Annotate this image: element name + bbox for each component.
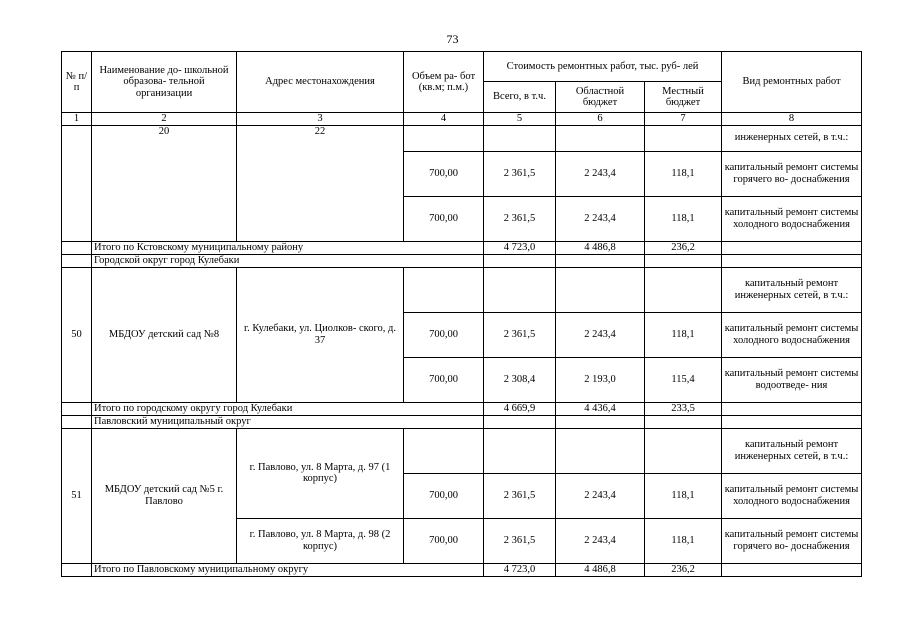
local-cell: 118,1 bbox=[645, 473, 722, 518]
total-cell: 2 361,5 bbox=[484, 196, 556, 241]
work-type-cell bbox=[722, 254, 862, 267]
org-address: г. Кулебаки, ул. Циолков- ского, д. 37 bbox=[237, 267, 404, 402]
row-num bbox=[62, 402, 92, 415]
regional-cell bbox=[556, 415, 645, 428]
regional-cell: 2 193,0 bbox=[556, 357, 645, 402]
work-type-cell: инженерных сетей, в т.ч.: bbox=[722, 125, 862, 151]
subtotal-local: 236,2 bbox=[645, 241, 722, 254]
header-total: Всего, в т.ч. bbox=[484, 82, 556, 113]
total-cell bbox=[484, 254, 556, 267]
regional-cell: 2 243,4 bbox=[556, 151, 645, 196]
repair-works-table bbox=[61, 51, 862, 577]
row-num bbox=[62, 415, 92, 428]
row-num bbox=[62, 254, 92, 267]
org-name: МБДОУ детский сад №5 г. Павлово bbox=[92, 428, 237, 563]
work-type-cell: капитальный ремонт системы холодного водоснабжения bbox=[722, 312, 862, 357]
local-cell: 118,1 bbox=[645, 151, 722, 196]
column-number: 8 bbox=[722, 113, 862, 126]
local-cell bbox=[645, 125, 722, 151]
regional-cell bbox=[556, 254, 645, 267]
local-cell bbox=[645, 415, 722, 428]
page-number: 73 bbox=[446, 32, 459, 46]
subtotal-row bbox=[62, 241, 862, 254]
work-type-cell: капитальный ремонт системы холодного водоснабжения bbox=[722, 473, 862, 518]
volume-cell bbox=[404, 267, 484, 312]
subtotal-row bbox=[62, 402, 862, 415]
work-type-cell bbox=[722, 563, 862, 576]
local-cell bbox=[645, 428, 722, 473]
section-title: Павловский муниципальный округ bbox=[92, 415, 484, 428]
org-address: 22 bbox=[237, 125, 404, 241]
subtotal-label: Итого по Павловскому муниципальному округу bbox=[92, 563, 484, 576]
subtotal-total: 4 723,0 bbox=[484, 241, 556, 254]
org-name: 20 bbox=[92, 125, 237, 241]
total-cell bbox=[484, 415, 556, 428]
local-cell: 115,4 bbox=[645, 357, 722, 402]
total-cell: 2 361,5 bbox=[484, 473, 556, 518]
work-type-cell: капитальный ремонт инженерных сетей, в т.ч.: bbox=[722, 428, 862, 473]
row-num bbox=[62, 241, 92, 254]
volume-cell bbox=[404, 125, 484, 151]
volume-cell: 700,00 bbox=[404, 312, 484, 357]
regional-cell: 2 243,4 bbox=[556, 312, 645, 357]
local-cell: 118,1 bbox=[645, 196, 722, 241]
local-cell bbox=[645, 267, 722, 312]
header-local: Местный бюджет bbox=[645, 82, 722, 113]
subtotal-local: 233,5 bbox=[645, 402, 722, 415]
regional-cell: 2 243,4 bbox=[556, 473, 645, 518]
row-num: 50 bbox=[62, 267, 92, 402]
total-cell: 2 361,5 bbox=[484, 151, 556, 196]
subtotal-total: 4 723,0 bbox=[484, 563, 556, 576]
volume-cell: 700,00 bbox=[404, 151, 484, 196]
local-cell: 118,1 bbox=[645, 312, 722, 357]
header-work-type: Вид ремонтных работ bbox=[722, 52, 862, 113]
row-num bbox=[62, 563, 92, 576]
column-number-row bbox=[62, 113, 862, 126]
total-cell bbox=[484, 267, 556, 312]
subtotal-regional: 4 486,8 bbox=[556, 241, 645, 254]
subtotal-label: Итого по городскому округу город Кулебаки bbox=[92, 402, 484, 415]
header-volume: Объем ра- бот (кв.м; п.м.) bbox=[404, 52, 484, 113]
header-cost-group: Стоимость ремонтных работ, тыс. руб- лей bbox=[484, 52, 722, 82]
total-cell bbox=[484, 428, 556, 473]
subtotal-total: 4 669,9 bbox=[484, 402, 556, 415]
work-type-cell bbox=[722, 415, 862, 428]
column-number: 2 bbox=[92, 113, 237, 126]
column-number: 6 bbox=[556, 113, 645, 126]
total-cell: 2 361,5 bbox=[484, 518, 556, 563]
column-number: 4 bbox=[404, 113, 484, 126]
header-row bbox=[62, 52, 862, 82]
work-type-cell: капитальный ремонт системы горячего во- доснабжения bbox=[722, 518, 862, 563]
row-num bbox=[62, 125, 92, 241]
volume-cell: 700,00 bbox=[404, 196, 484, 241]
section-title: Городской округ город Кулебаки bbox=[92, 254, 484, 267]
total-cell: 2 361,5 bbox=[484, 312, 556, 357]
regional-cell: 2 243,4 bbox=[556, 518, 645, 563]
work-type-cell bbox=[722, 402, 862, 415]
subtotal-regional: 4 486,8 bbox=[556, 563, 645, 576]
table-row bbox=[62, 428, 862, 473]
header-regional: Областной бюджет bbox=[556, 82, 645, 113]
row-num: 51 bbox=[62, 428, 92, 563]
header-address: Адрес местонахождения bbox=[237, 52, 404, 113]
org-name: МБДОУ детский сад №8 bbox=[92, 267, 237, 402]
subtotal-regional: 4 436,4 bbox=[556, 402, 645, 415]
volume-cell: 700,00 bbox=[404, 357, 484, 402]
volume-cell: 700,00 bbox=[404, 518, 484, 563]
header-name: Наименование до- школьной образова- тельной организации bbox=[92, 52, 237, 113]
work-type-cell: капитальный ремонт системы горячего во- доснабжения bbox=[722, 151, 862, 196]
column-number: 3 bbox=[237, 113, 404, 126]
section-row bbox=[62, 254, 862, 267]
regional-cell bbox=[556, 267, 645, 312]
local-cell bbox=[645, 254, 722, 267]
local-cell: 118,1 bbox=[645, 518, 722, 563]
subtotal-label: Итого по Кстовскому муниципальному району bbox=[92, 241, 484, 254]
work-type-cell: капитальный ремонт инженерных сетей, в т.ч.: bbox=[722, 267, 862, 312]
table-row bbox=[62, 125, 862, 151]
column-number: 7 bbox=[645, 113, 722, 126]
subtotal-row bbox=[62, 563, 862, 576]
regional-cell bbox=[556, 125, 645, 151]
section-row bbox=[62, 415, 862, 428]
total-cell: 2 308,4 bbox=[484, 357, 556, 402]
work-type-cell bbox=[722, 241, 862, 254]
table-row bbox=[62, 267, 862, 312]
volume-cell: 700,00 bbox=[404, 473, 484, 518]
total-cell bbox=[484, 125, 556, 151]
volume-cell bbox=[404, 428, 484, 473]
regional-cell bbox=[556, 428, 645, 473]
work-type-cell: капитальный ремонт системы холодного водоснабжения bbox=[722, 196, 862, 241]
column-number: 5 bbox=[484, 113, 556, 126]
column-number: 1 bbox=[62, 113, 92, 126]
org-address: г. Павлово, ул. 8 Марта, д. 97 (1 корпус) bbox=[237, 428, 404, 518]
org-address: г. Павлово, ул. 8 Марта, д. 98 (2 корпус) bbox=[237, 518, 404, 563]
work-type-cell: капитальный ремонт системы водоотведе- ния bbox=[722, 357, 862, 402]
header-num: № п/п bbox=[62, 52, 92, 113]
subtotal-local: 236,2 bbox=[645, 563, 722, 576]
regional-cell: 2 243,4 bbox=[556, 196, 645, 241]
